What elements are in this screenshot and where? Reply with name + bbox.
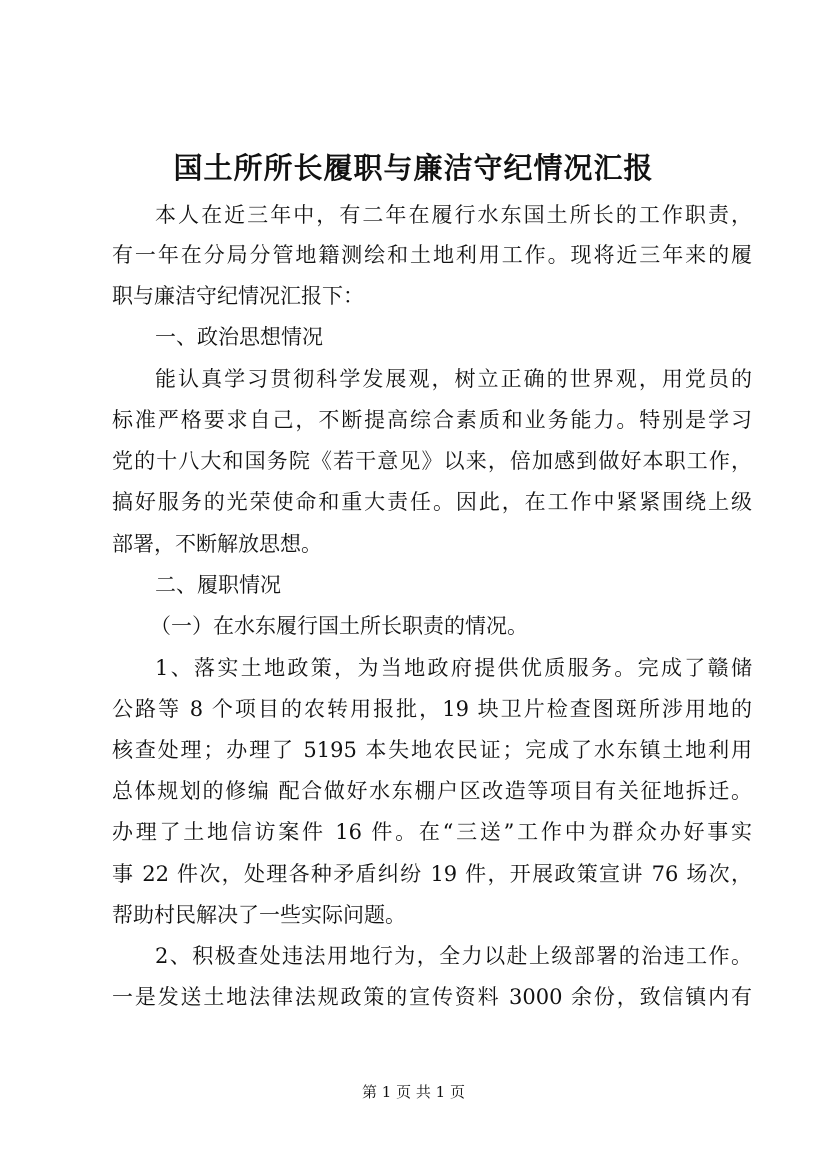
paragraph-line: 能认真学习贯彻科学发展观，树立正确的世界观，用党员的	[155, 367, 752, 391]
paragraph-line: 帮助村民解决了一些实际问题。	[112, 903, 406, 927]
document-title: 国土所所长履职与廉洁守纪情况汇报	[173, 151, 654, 185]
section-heading: 一、政治思想情况	[155, 325, 323, 349]
paragraph-line: 总体规划的修编 配合做好水东棚户区改造等项目有关征地拆迁。	[112, 779, 752, 803]
paragraph-line: 部署，不断解放思想。	[112, 532, 322, 556]
paragraph-line: 一是发送土地法律法规政策的宣传资料 3000 余份，致信镇内有	[112, 985, 752, 1009]
paragraph-line: 本人在近三年中，有二年在履行水东国土所长的工作职责，	[155, 203, 752, 227]
paragraph-line: 核查处理；办理了 5195 本失地农民证；完成了水东镇土地利用	[112, 738, 752, 762]
section-heading: 二、履职情况	[155, 573, 281, 597]
paragraph-line: 搞好服务的光荣使命和重大责任。因此，在工作中紧紧围绕上级	[112, 490, 752, 514]
paragraph-line: 1、落实土地政策，为当地政府提供优质服务。完成了赣储	[155, 656, 752, 680]
paragraph-line: 公路等 8 个项目的农转用报批，19 块卫片检查图斑所涉用地的	[112, 697, 752, 721]
page-footer: 第 1 页 共 1 页	[362, 1083, 465, 1101]
paragraph-line: 办理了土地信访案件 16 件。在“三送”工作中为群众办好事实	[112, 820, 752, 844]
subsection-heading: （一）在水东履行国土所长职责的情况。	[150, 614, 528, 638]
paragraph-line: 2、积极查处违法用地行为，全力以赴上级部署的治违工作。	[155, 944, 752, 968]
paragraph-line: 有一年在分局分管地籍测绘和土地利用工作。现将近三年来的履	[112, 243, 752, 267]
paragraph-line: 职与廉洁守纪情况汇报下：	[112, 284, 364, 308]
paragraph-line: 事 22 件次，处理各种矛盾纠纷 19 件，开展政策宣讲 76 场次，	[112, 862, 752, 886]
paragraph-line: 标准严格要求自己，不断提高综合素质和业务能力。特别是学习	[112, 408, 752, 432]
paragraph-line: 党的十八大和国务院《若干意见》以来，倍加感到做好本职工作，	[112, 449, 752, 473]
